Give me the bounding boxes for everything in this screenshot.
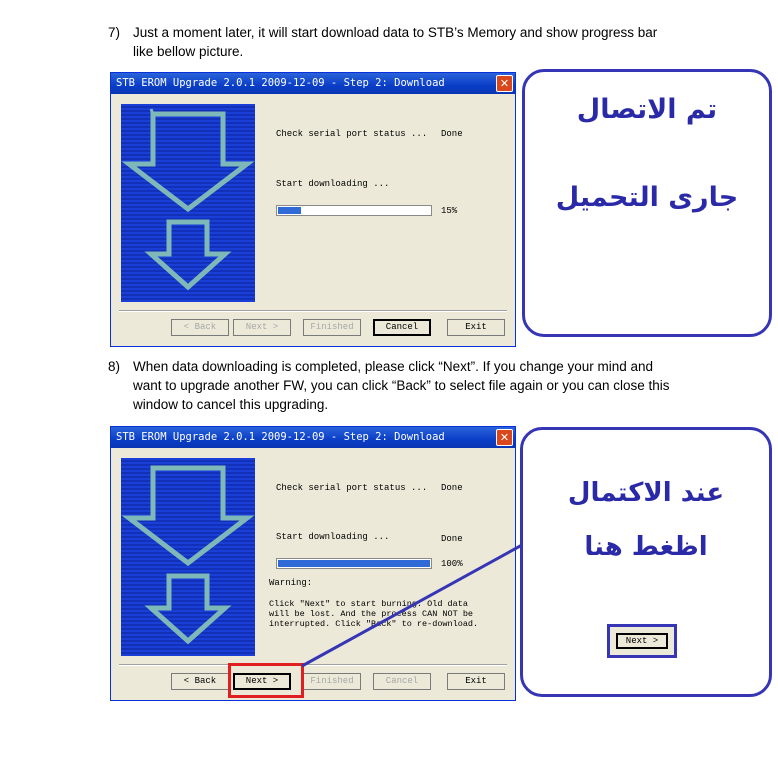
exit-button[interactable]: Exit <box>447 673 505 690</box>
callout-next-button[interactable]: Next > <box>616 633 668 649</box>
exit-button[interactable]: Exit <box>447 319 505 336</box>
callout-line-downloading: جارى التحميل <box>555 182 739 213</box>
serial-status-label: Check serial port status ... <box>276 483 428 493</box>
progress-percent: 15% <box>441 206 458 216</box>
cancel-button[interactable]: Cancel <box>373 319 431 336</box>
close-icon[interactable]: ✕ <box>496 75 513 92</box>
callout-line-connected: تم الاتصال <box>576 94 718 125</box>
callout-line-press-here: اظغط هنا <box>584 532 708 562</box>
finished-button[interactable]: Finished <box>303 673 361 690</box>
progress-percent: 100% <box>441 559 463 569</box>
serial-status-value: Done <box>441 129 463 139</box>
warning-text: Click "Next" to start burning. Old data will be lost. And the CAN NOT be interrupted. Click to re-download. <box>269 599 479 629</box>
back-button[interactable]: < Back <box>171 673 229 690</box>
close-icon[interactable]: ✕ <box>496 429 513 446</box>
step-text: Just a moment later, it will start download data to STB’s Memory and show progress bar like bellow picture. <box>133 25 658 59</box>
window-title: STB EROM Upgrade 2.0.1 2009-12-09 - Step 2: Download <box>116 77 445 89</box>
cancel-button[interactable]: Cancel <box>373 673 431 690</box>
next-button[interactable]: Next > <box>233 673 291 690</box>
serial-status-label: Check serial port status ... <box>276 129 428 139</box>
back-button[interactable]: < Back <box>171 319 229 336</box>
download-status: Done <box>441 534 463 544</box>
download-label: Start downloading ... <box>276 532 390 542</box>
step-number: 7) <box>108 25 121 40</box>
serial-status-value: Done <box>441 483 463 493</box>
finished-button[interactable]: Finished <box>303 319 361 336</box>
window-title: STB EROM Upgrade 2.0.1 2009-12-09 - Step 2: Download <box>116 431 445 443</box>
download-label: Start downloading ... <box>276 179 390 189</box>
step-text: When data downloading is completed, please click “Next”. If you change your mind and want to upgrade another FW, you can click “Back” to select file again or you can close this window to cancel this upgrading. <box>133 359 670 412</box>
step-number: 8) <box>108 359 121 374</box>
next-button[interactable]: Next > <box>233 319 291 336</box>
callout-line-on-complete: عند الاكتمال <box>567 478 725 508</box>
warning-title: Warning: <box>269 578 313 588</box>
